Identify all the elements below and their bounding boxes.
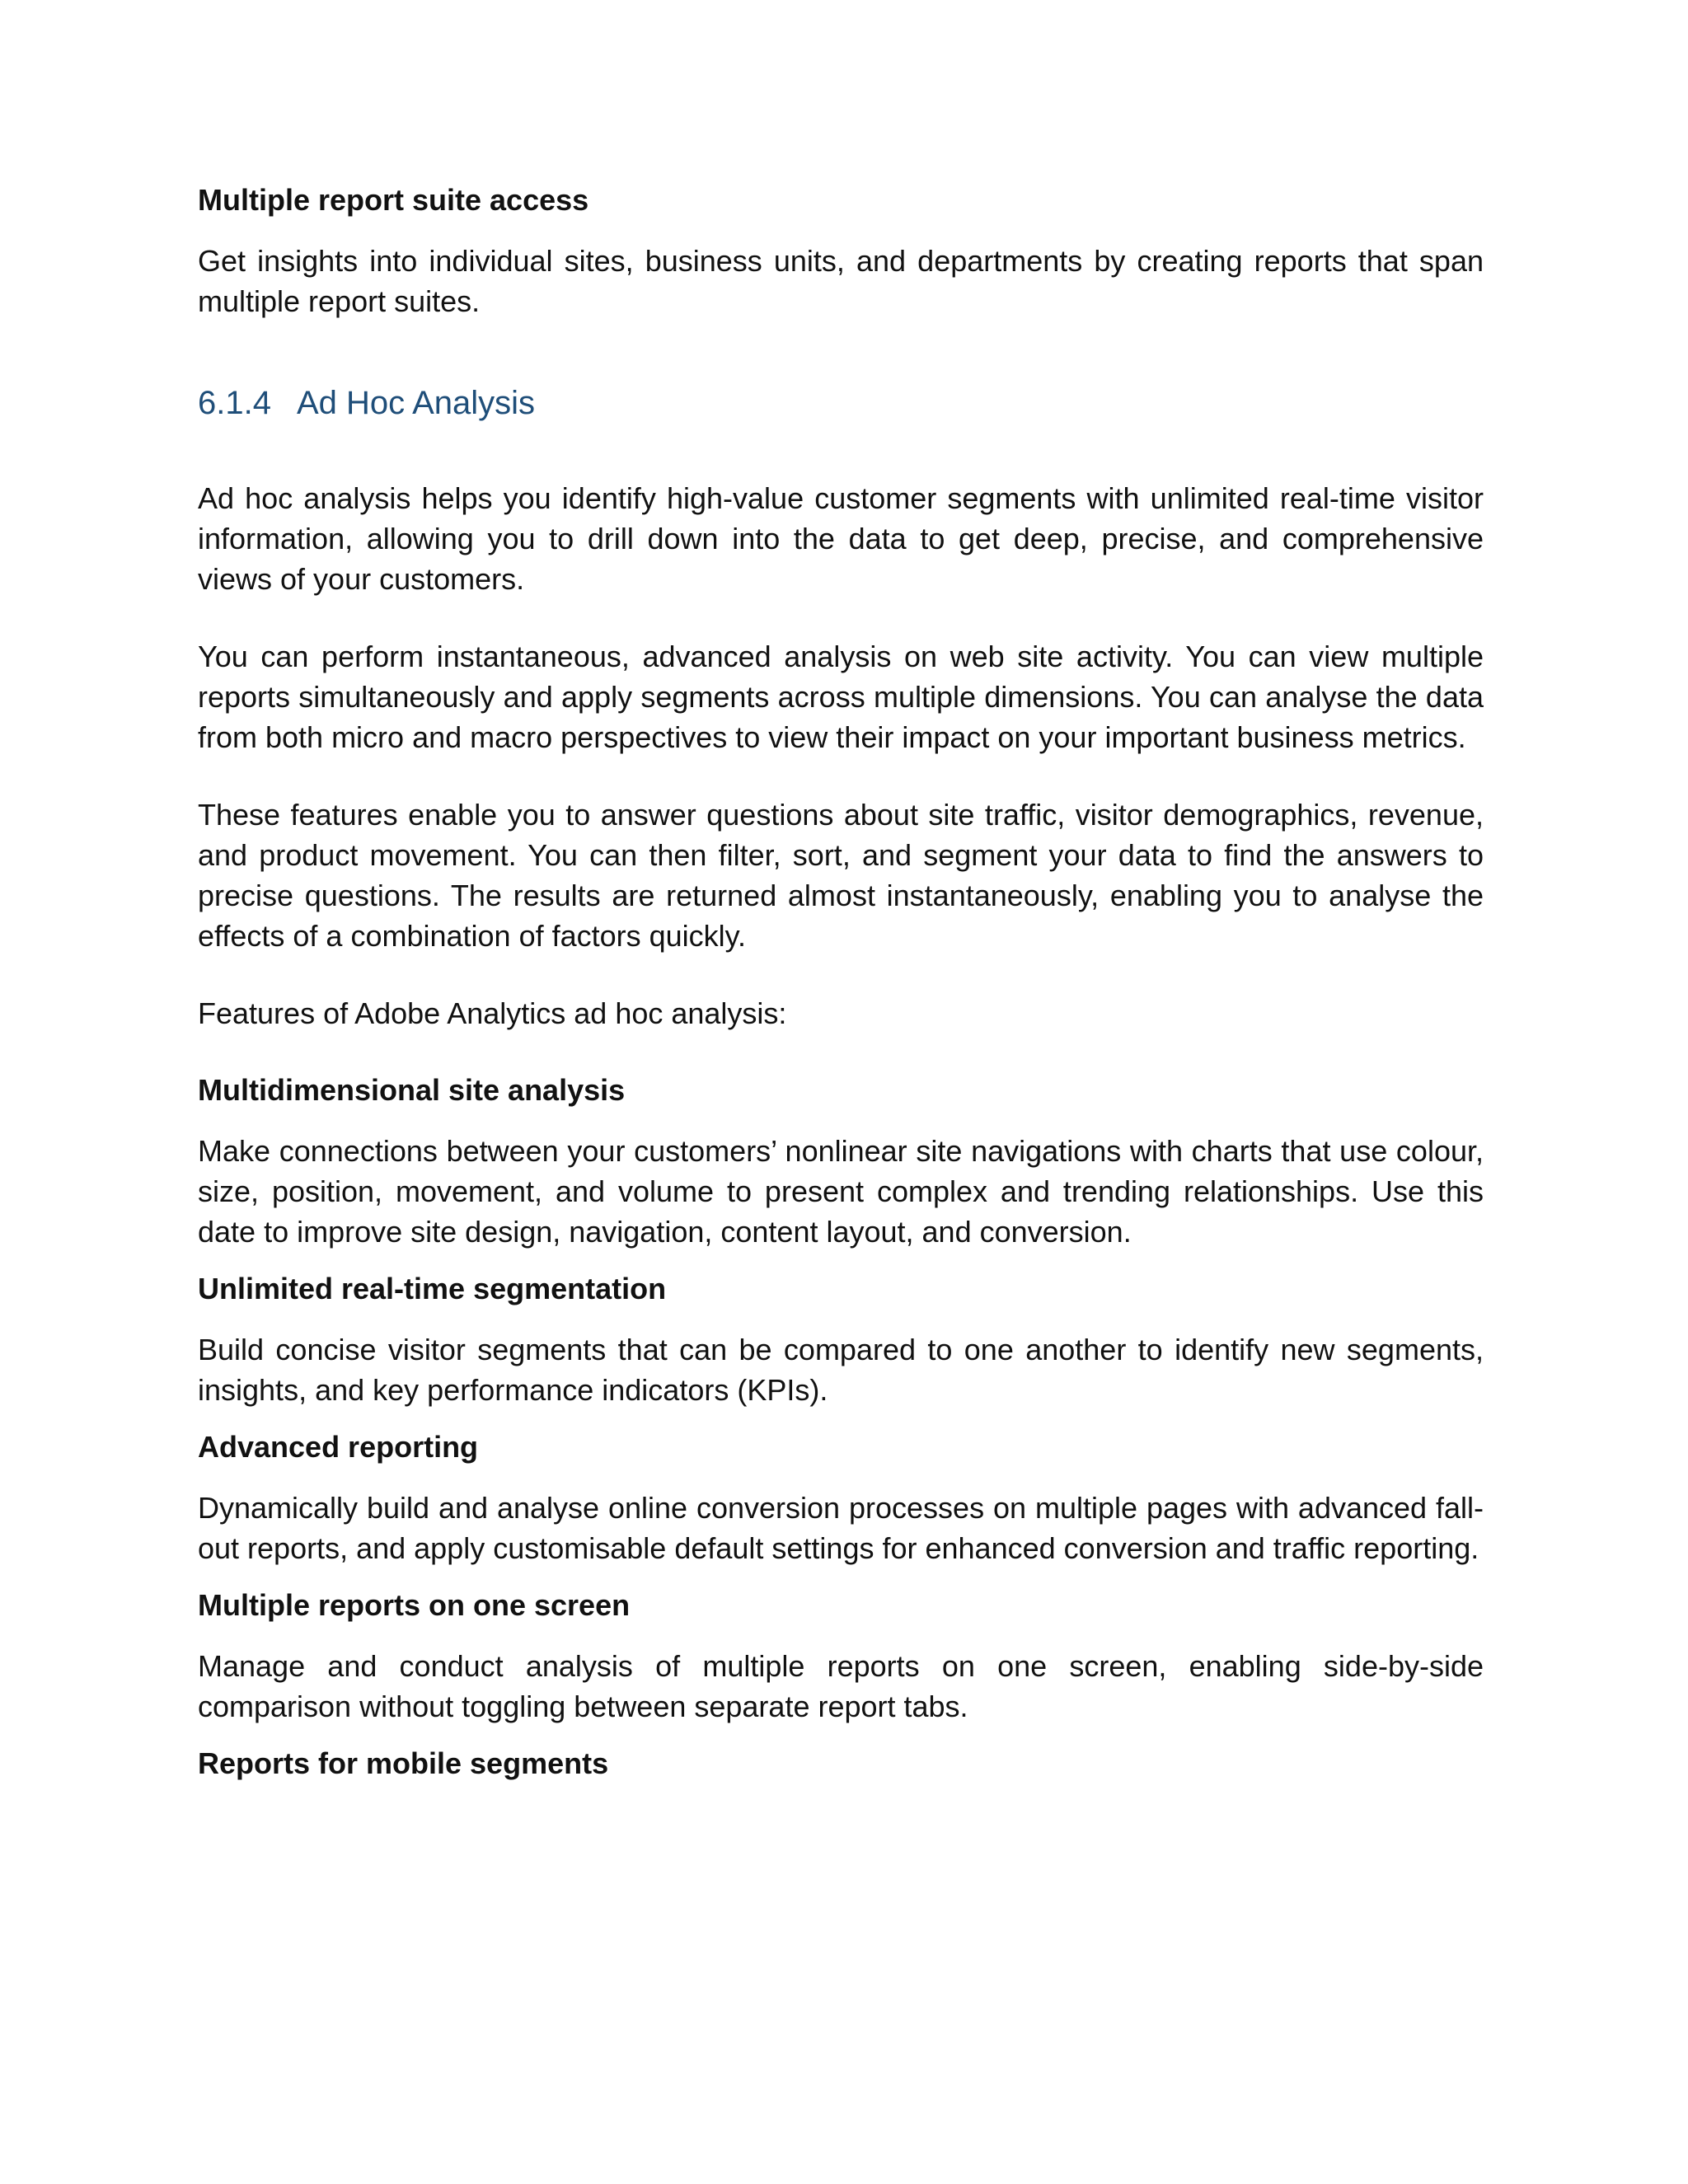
document-page (198, 180, 1484, 1784)
section-number: 6.1.4 (198, 385, 271, 421)
paragraph-report-suites: Get insights into individual sites, business units, and departments by creating reports that span multiple report suites. (198, 244, 1484, 318)
heading-reports-mobile-segments: Reports for mobile segments (198, 1746, 609, 1780)
section-title: Ad Hoc Analysis (297, 385, 536, 421)
paragraph-segmentation: Build concise visitor segments that can be compared to one another to identify new segments, insights, and key performance indicators (KPIs). (198, 1333, 1484, 1407)
paragraph-multidimensional: Make connections between your customers’ nonlinear site navigations with charts that use colour, size, position, movement, and volume to present complex and trending relationships. Use this date to improve site design, navigation, content layout, and conversion. (198, 1134, 1484, 1249)
paragraph-multiple-reports: Manage and conduct analysis of multiple reports on one screen, enabling side-by-side comparison without toggling between separate report tabs. (198, 1649, 1484, 1723)
heading-advanced-reporting: Advanced reporting (198, 1430, 479, 1464)
paragraph-advanced-reporting: Dynamically build and analyse online conversion processes on multiple pages with advanced fall-out reports, and apply customisable default settings for enhanced conversion and traffic reporting. (198, 1491, 1484, 1565)
heading-multiple-report-suite-access: Multiple report suite access (198, 183, 589, 217)
paragraph-ad-hoc-intro: Ad hoc analysis helps you identify high-value customer segments with unlimited real-time visitor information, allowing you to drill down into the data to get deep, precise, and comprehensive views of your customers. (198, 481, 1484, 596)
paragraph-instantaneous-analysis: You can perform instantaneous, advanced analysis on web site activity. You can view multiple reports simultaneously and apply segments across multiple dimensions. You can analyse the data from both micro and macro perspectives to view their impact on your important business metrics. (198, 640, 1484, 754)
heading-multidimensional-site-analysis: Multidimensional site analysis (198, 1073, 626, 1107)
section-heading-ad-hoc-analysis (198, 382, 1484, 424)
heading-multiple-reports-one-screen: Multiple reports on one screen (198, 1588, 631, 1622)
paragraph-features-intro: Features of Adobe Analytics ad hoc analysis: (198, 996, 787, 1030)
heading-unlimited-segmentation: Unlimited real-time segmentation (198, 1272, 667, 1305)
paragraph-features-enable: These features enable you to answer questions about site traffic, visitor demographics, revenue, and product movement. You can then filter, sort, and segment your data to find the answers to precise questions. The results are returned almost instantaneously, enabling you to analyse the effects of a combination of factors quickly. (198, 798, 1484, 953)
